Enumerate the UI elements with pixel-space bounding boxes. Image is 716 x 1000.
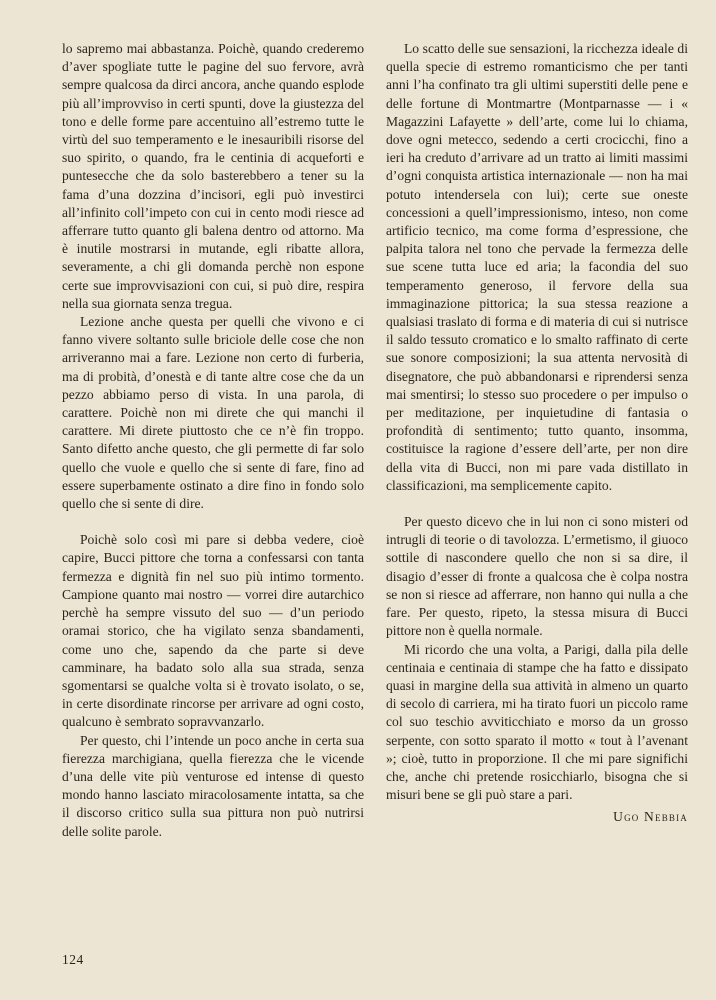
paragraph: Poichè solo così mi pare si debba vedere, cioè capire, Bucci pittore che torna a confessarsi con tanta fermezza e dignità fin nel suo più intimo tormento. Campione quanto mai nostro — vorrei dire autarchico perchè ha sempre vissuto del suo — d’un periodo oramai storico, che ha vigilato senza sbandamenti, come uno che, sapendo da che parte si deve camminare, ha badato solo alla sua strada, senza sgomentarsi se qualche volta si è trovato isolato, o se, in certe disordinate rincorse per arrivare ad ogni costo, qualcuno è sembrato sopravvanzarlo. [62,532,364,730]
paragraph: lo sapremo mai abbastanza. Poichè, quando crederemo d’aver spogliate tutte le pagine del suo fervore, avrà sempre qualcosa da dirci ancora, anche quando esplode più all’improvviso in certi spunti, dove la giustezza del tono e delle forme pare accentuino all’estremo tutte le virtù del suo temperamento e le inesauribili risorse del suo spirito, o quando, fra le centinia di acqueforti e puntesecche che da solo basterebbero a tener su la fama d’una dozzina d’incisori, egli può investirci all’infinito coll’impeto con cui in cento modi riesce ad afferrare tutto quanto gli balena dentro od attorno. Ma è inutile mostrarsi in mutande, egli ribatte allora, severamente, a chi gli domanda perchè non espone certe sue improvvisazioni con cui, si può dire, respira nella sua giornata senza tregua. [62,41,364,311]
paragraph: Mi ricordo che una volta, a Parigi, dalla pila delle centinaia e centinaia di stampe che ha fatto e dissipato quasi in margine della sua attività in almeno un quarto di secolo di carriera, mi ha tirato fuori un piccolo rame col suo teschio avviticchiato e morso da un grosso serpente, con sotto sparato il motto « tout à l’avenant »; cioè, tutto in proporzione. Il che mi pare significhi che, anche chi pretende rosicchiarlo, bisogna che si misuri bene se gli può stare a pari. [386,641,688,803]
left-column [62,40,364,841]
paragraph: Per questo, chi l’intende un poco anche in certa sua fierezza marchigiana, quella fierezza che le vicende d’una delle vite più venturose ed intense di questo mondo hanno lasciato miracolosamente intatta, sa che il discorso critico sulla sua pittura non può nutrirsi delle solite parole. [62,732,364,839]
paragraph: Lezione anche questa per quelli che vivono e ci fanno vivere soltanto sulle briciole delle cose che non arriveranno mai a fare. Lezione non certo di furberia, ma di probità, d’onestà e di tante altre cose che da un pezzo abbiamo perso di vista. In una parola, di carattere. Poichè non mi direte che qui manchi il carattere. Mi direte piuttosto che ce n’è fin troppo. Santo difetto anche questo, che gli permette di far solo quello che vuole e quello che si sente di fare, fino ad essere superbamente ostinato a dire fino in fondo solo quello che si sente di dire. [62,314,364,512]
paragraph: Lo scatto delle sue sensazioni, la ricchezza ideale di quella specie di estremo romanticismo che per tanti anni l’ha confinato tra gli ultimi superstiti delle pene e delle fortune di Montmartre (Montparnasse — i « Magazzini Lafayette » dell’arte, come lui lo chiama, dove ogni metecco, sedendo a certi crocicchi, fino a ieri ha creduto d’arrivare ad un tratto ai limiti massimi d’ogni conquista artistica internazionale — non ha mai potuto intendersela con lui); certe sue oneste concessioni a quell’impressionismo, inteso, non come artificio tecnico, ma come forma d’espressione, che palpita talora nel tono che pervade la fermezza delle sue scene tutta luce ed aria; la facondia del suo temperamento generoso, il fervore della sua immaginazione pittorica; la sua stessa reazione a qualsiasi traslato di forma e di materia di cui si nutrisce il saldo tessuto cromatico e lo smalto raffinato di certe sue sonore composizioni; la sua attenta nervosità di disegnatore, che può abbandonarsi e riprendersi senza mai smentirsi; lo stesso suo procedere o per impulso o per meditazione, per inquietudine di fantasia o profondità di sentimento; tutto quanto, insomma, costituisce la ragione d’essere dell’arte, per non dire della vita di Bucci, non mi pare vada distillato in classificazioni, ma semplicemente capito. [386,41,688,493]
right-column [386,40,688,827]
author-signature: Ugo Nebbia [613,809,688,825]
page-number: 124 [62,952,84,967]
paragraph: Per questo dicevo che in lui non ci sono misteri od intrugli di teorie o di tavolozza. L’ermetismo, il giuoco sottile di nascondere quello che non si sa dire, il disagio d’esser di fronte a qualcosa che è colpa nostra se non si riesce ad afferrare, non hanno qui nulla a che fare. Per questo, ripeto, la stessa misura di Bucci pittore non è quella normale. [386,514,688,639]
column-divider [373,44,374,804]
